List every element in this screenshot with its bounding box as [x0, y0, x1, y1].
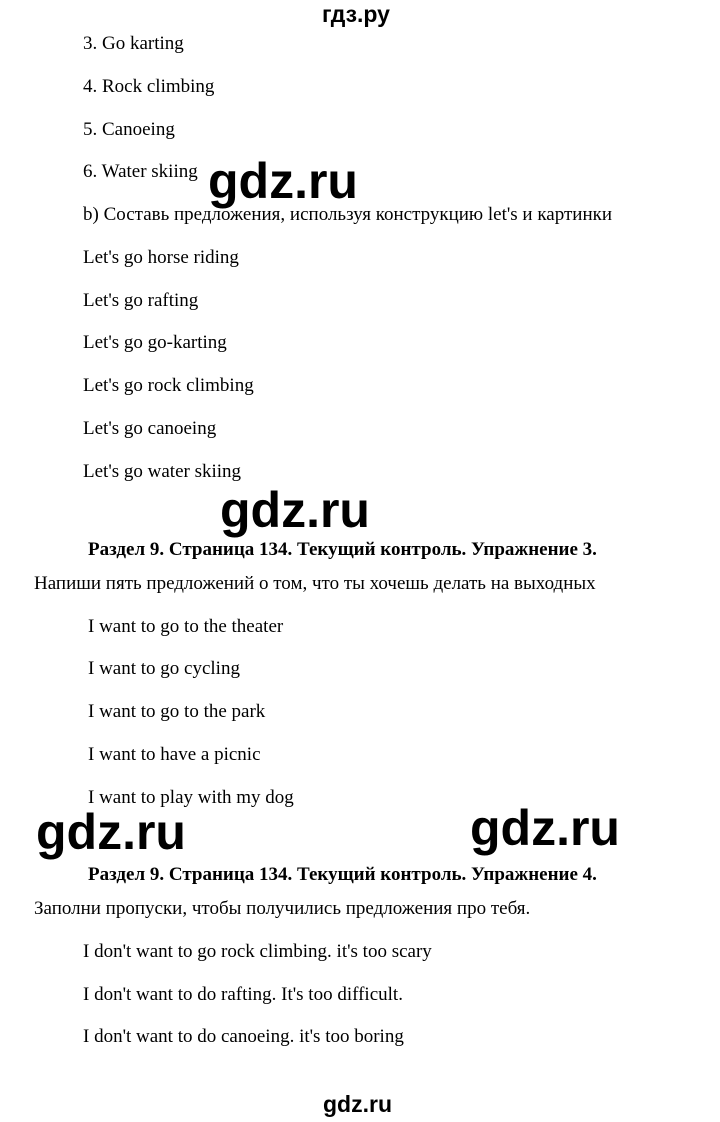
watermark: gdz.ru	[36, 804, 186, 860]
section-heading: Раздел 9. Страница 134. Текущий контроль. Упражнение 3.	[88, 539, 597, 560]
list-item: Let's go canoeing	[83, 418, 217, 439]
section-instruction: Напиши пять предложений о том, что ты хочешь делать на выходных	[34, 573, 596, 594]
watermark: gdz.ru	[470, 800, 620, 856]
list-item: 5. Canoeing	[83, 119, 175, 140]
list-item: I want to have a picnic	[88, 744, 261, 765]
task-b-instruction: b) Составь предложения, используя конструкцию let's и картинки	[83, 204, 613, 225]
section-instruction: Заполни пропуски, чтобы получились предложения про тебя.	[34, 898, 531, 919]
list-item: I want to go to the theater	[88, 616, 284, 637]
list-item: Let's go rock climbing	[83, 375, 254, 396]
list-item: 4. Rock climbing	[83, 76, 215, 97]
footer-watermark: gdz.ru	[323, 1091, 392, 1117]
list-item: I want to go to the park	[88, 701, 266, 722]
list-item: I don't want to go rock climbing. it's too scary	[83, 941, 432, 962]
watermark: gdz.ru	[220, 482, 370, 538]
list-item: Let's go rafting	[83, 290, 199, 311]
section-heading: Раздел 9. Страница 134. Текущий контроль. Упражнение 4.	[88, 864, 597, 885]
list-item: 6. Water skiing	[83, 161, 198, 182]
list-item: I want to play with my dog	[88, 787, 294, 808]
list-item: Let's go horse riding	[83, 247, 239, 268]
list-item: I don't want to do canoeing. it's too boring	[83, 1026, 404, 1047]
list-item: Let's go water skiing	[83, 461, 242, 482]
list-item: I want to go cycling	[88, 658, 240, 679]
list-item: I don't want to do rafting. It's too difficult.	[83, 984, 403, 1005]
list-item: Let's go go-karting	[83, 332, 227, 353]
list-item: 3. Go karting	[83, 33, 184, 54]
watermark: gdz.ru	[208, 153, 358, 209]
header-watermark: гдз.ру	[322, 1, 390, 27]
